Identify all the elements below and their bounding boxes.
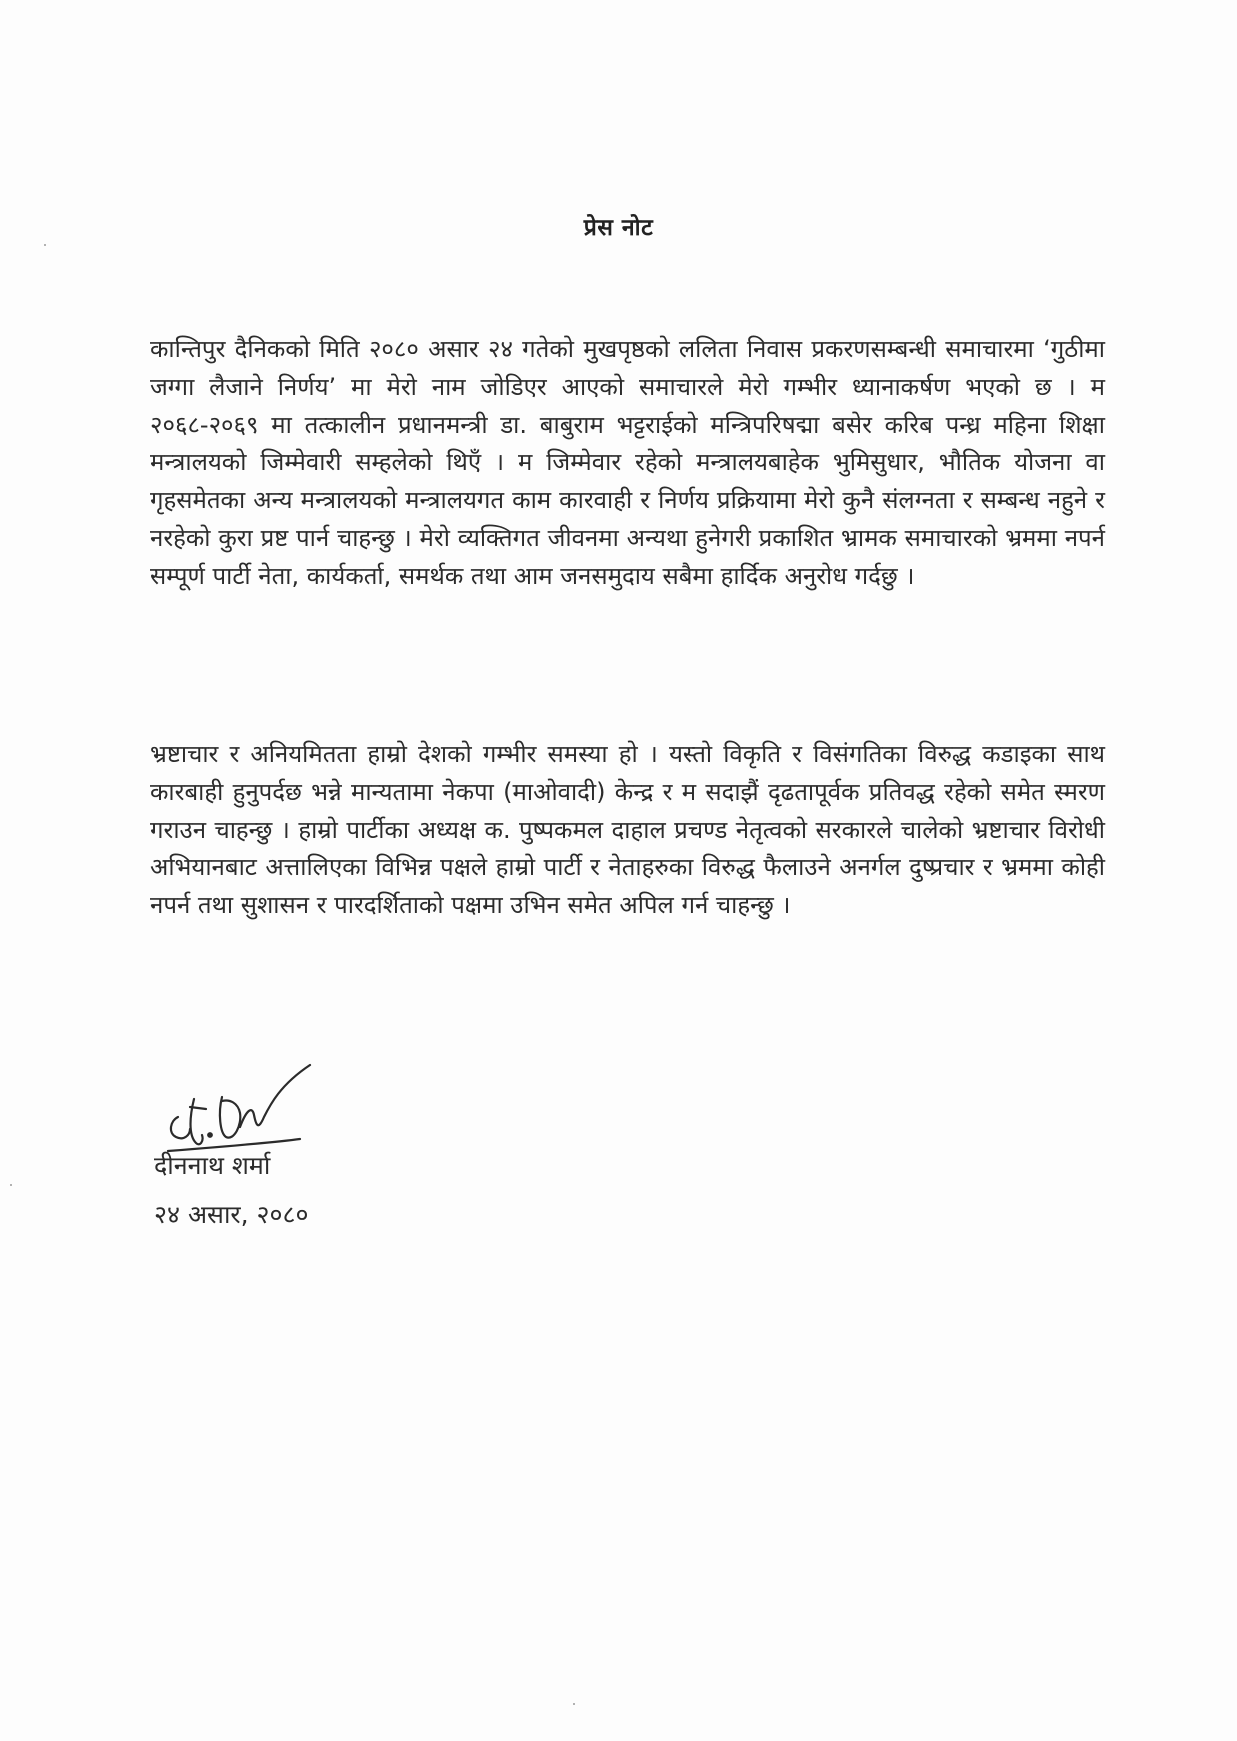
document-title: प्रेस नोट [583, 215, 654, 241]
scan-speck [44, 244, 46, 246]
scan-speck [573, 1703, 575, 1705]
paragraph-1: कान्तिपुर दैनिकको मिति २०८० असार २४ गतेको मुखपृष्ठको ललिता निवास प्रकरणसम्बन्धी समाचारमा ‘गुठीमा जग्गा लैजाने निर्णय’ मा मेरो नाम जोडिएर आएको समाचारले मेरो गम्भीर ध्यानाकर्षण भएको छ । म २०६८-२०६९ मा तत्कालीन प्रधानमन्त्री डा. बाबुराम भट्टराईको मन्त्रिपरिषद्मा बसेर करिब पन्ध्र महिना शिक्षा मन्त्रालयको जिम्मेवारी सम्हलेको थिएँ । म जिम्मेवार रहेको मन्त्रालयबाहेक भुमिसुधार, भौतिक योजना वा गृहसमेतका अन्य मन्त्रालयको मन्त्रालयगत काम कारवाही र निर्णय प्रक्रियामा मेरो कुनै संलग्नता र सम्बन्ध नहुने र नरहेको कुरा प्रष्ट पार्न चाहन्छु । मेरो व्यक्तिगत जीवनमा अन्यथा हुनेगरी प्रकाशित भ्रामक समाचारको भ्रममा नपर्न सम्पूर्ण पार्टी नेता, कार्यकर्ता, समर्थक तथा आम जनसमुदाय सबैमा हार्दिक अनुरोध गर्दछु । [150, 335, 1105, 590]
scan-speck [10, 1184, 12, 1186]
signature-date: २४ असार, २०८० [154, 1200, 309, 1229]
paragraph-2: भ्रष्टाचार र अनियमितता हाम्रो देशको गम्भीर समस्या हो । यस्तो विकृति र विसंगतिका विरुद्ध कडाइका साथ कारबाही हुनुपर्दछ भन्ने मान्यतामा नेकपा (माओवादी) केन्द्र र म सदाझैं दृढतापूर्वक प्रतिवद्ध रहेको समेत स्मरण गराउन चाहन्छु । हाम्रो पार्टीका अध्यक्ष क. पुष्पकमल दाहाल प्रचण्ड नेतृत्वको सरकारले चालेको भ्रष्टाचार विरोधी अभियानबाट अत्तालिएका विभिन्न पक्षले हाम्रो पार्टी र नेताहरुका विरुद्ध फैलाउने अनर्गल दुष्प्रचार र भ्रममा कोही नपर्न तथा सुशासन र पारदर्शिताको पक्षमा उभिन समेत अपिल गर्न चाहन्छु । [150, 740, 1105, 920]
signer-name: दीननाथ शर्मा [154, 1151, 271, 1180]
